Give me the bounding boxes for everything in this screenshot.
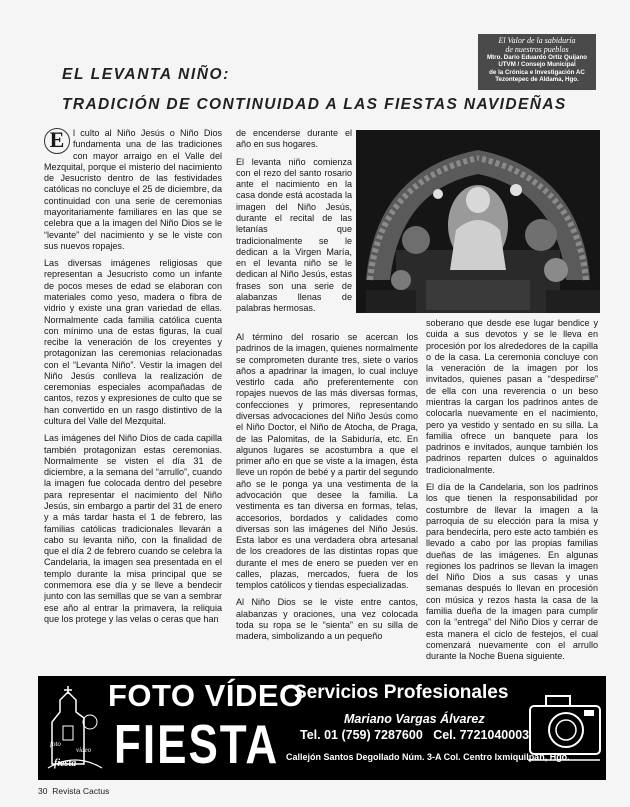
ad-headline-foto-video: FOTO VÍDEO <box>108 678 304 713</box>
page-number: 30 <box>38 786 48 796</box>
ad-headline-fiesta: FIESTA <box>114 714 280 776</box>
paragraph: de encenderse durante el año en sus hogares. <box>236 128 352 150</box>
paragraph: soberano que desde ese lugar bendice y cuida a sus devotos y se le lleva en procesión por los alrededores de la capilla o de la casa. La ceremonia concluye con la veneración de la imagen por los invitados, quienes pasan a “despedirse” de ella con una reverencia o un beso mientras la cargan los padrinos antes de colocarla nuevamente en el nacimiento, pero ya vestido y sentado en su silla. La familia ofrece un banquete para los padrinos e invitados, aunque también los padrinos reparten dulces o aguinaldos tradicionalmente. <box>426 318 598 475</box>
credit-author: Mtro. Darío Eduardo Ortiz Quijano <box>486 54 588 61</box>
credit-series-line2: de nuestros pueblos <box>505 44 569 54</box>
article-title-line2: TRADICIÓN DE CONTINUIDAD A LAS FIESTAS NAVIDEÑAS <box>62 96 567 113</box>
paragraph: Al Niño Dios se le viste entre cantos, alabanzas y oraciones, una vez colocada toda su ropa se le “sienta” en su silla de madera, simbolizando a un pequeño <box>236 597 418 642</box>
ad-cellphone: Cel. 7721040003 <box>433 728 530 742</box>
article-column-2-top <box>236 128 352 332</box>
camera-icon <box>524 680 604 776</box>
nativity-scene-image <box>356 130 600 313</box>
article-column-3 <box>426 318 598 670</box>
page-footer <box>38 786 109 796</box>
paragraph: E l culto al Niño Jesús o Niño Dios fundamenta una de las tradiciones con mayor arraigo en el Valle del Mezquital, porque el misterio del nacimiento de Jesucristo dentro de las festividades católicas no concluye el 25 de diciembre, da continuidad con una serie de ceremonias mayoritariamente familiares en las que se celebra que a la imagen del Niño Dios se le “levante” del nacimiento y se le viste con sus nuevos ropajes. <box>44 128 222 251</box>
logo-word-fiesta: fiesta <box>54 758 77 769</box>
paragraph: El día de la Candelaria, son los padrinos los que tienen la responsabilidad por costumbre de llevar la imagen a la parroquia de su elección para la misa y para bendecirla, pero este acto también es llevado a cabo por las propias familias dueñas de las imágenes. En algunas regiones los padrinos se llevan la imagen del Niño Dios a sus casas y unas semanas después lo llevan en procesión con música y rezos hasta la casa de la familia dueña de la imagen para cumplir con la “entrega” del Niño Dios y cerrar de esta manera el ciclo de festejos, el cual comenzará nuevamente con el arrullo durante la Noche Buena siguiente. <box>426 481 598 662</box>
paragraph: Las imágenes del Niño Dios de cada capilla también protagonizan estas ceremonias. Normalmente se visten el día 31 de diciembre, a la semana del “arrullo”, cuando la imagen fue colocada dentro del pesebre para representar el nacimiento del Niño Jesús, sin embargo a partir del 31 de enero y a más tardar hasta el 1 de febrero, las familias católicas tradicionales llevarán a cabo su levanta niño, con la finalidad de que el día 2 de febrero cuando se celebra la Candelaria, la imagen sea presentada en el templo durante la misa principal que se conmemora ese día y se lleve a bendecir junto con las semillas que se van a sembrar ese año al entrar la primavera, la reliquia que los protege y las velas o ceras que han <box>44 433 222 624</box>
ad-services: Servicios Profesionales <box>294 682 509 703</box>
logo-word-foto: foto <box>50 740 61 748</box>
studio-logo <box>46 682 104 772</box>
article-column-1 <box>44 128 222 671</box>
advertisement-banner <box>38 676 606 780</box>
drop-cap: E <box>44 128 70 154</box>
credit-affiliation: UTVM / Consejo Municipal <box>498 61 576 69</box>
ad-phones <box>300 728 529 742</box>
paragraph: El levanta niño comienza con el rezo del santo rosario ante el nacimiento en la casa donde está acostada la imagen del Niño Jesús, durante el recital de las letanías que tradicionalmente se le dedican a la Virgen María, en el levanta niño se le dedican al Niño Jesús, estas frases son una serie de alabanzas llenas de palabras hermosas. <box>236 156 352 314</box>
paragraph: Las diversas imágenes religiosas que representan a Jesucristo como un infante de pocos meses de edad se elaboran con materiales como yeso, madera o fibra de vidrio y existe una gran variedad de ellas. Normalmente cada familia católica cuenta con mínimo una de estas figuras, la cual recibe la veneración de los creyentes y protagonizan las ceremonias relacionadas con el “Levanta Niño”. Vestir la imagen del Niño Jesús conlleva la realización de ceremonias especiales acompañadas de cantos, rezos y expresiones de culto que se han convertido en un rasgo distintivo de la cultura del Valle del Mezquital. <box>44 258 222 427</box>
credit-location: Tezontepec de Aldama, Hgo. <box>495 76 579 84</box>
credit-series-line1: El Valor de la sabiduría <box>498 36 576 45</box>
logo-word-video: video <box>76 746 92 754</box>
ad-owner-name: Mariano Vargas Álvarez <box>344 712 485 726</box>
nativity-photo <box>356 130 600 313</box>
credit-organization: de la Crónica e Investigación AC <box>489 68 585 76</box>
article-column-2-bottom <box>236 332 418 670</box>
author-credit-box <box>478 34 596 90</box>
ad-address: Callejón Santos Degollado Núm. 3-A Col. Centro Ixmiquilpan, Hgo. <box>286 752 570 762</box>
magazine-name: Revista Cactus <box>52 786 110 796</box>
paragraph: Al término del rosario se acercan los padrinos de la imagen, quienes normalmente se comprometen durante tres, siete o varios años a apadrinar la imagen, lo cual incluye vestirlo cada año preferentemente con ropajes nuevos de las más diversas formas, confecciones y primores, representando diversas advocaciones del Niño Jesús como el Niño Doctor, el Niño de Atocha, de Praga, de las Palomitas, de la Sabiduría, etc. En algunos lugares se acostumbra a que el primer año en que se viste a la imagen, ésta lleve un ropón de bebé y a partir del segundo año se le ponga ya una vestimenta de la advocación que desee la familia. La vestimenta es tan diversa en formas, telas, accesorios, bordados y calidades como diversas son las imágenes del Niño Jesús. Esta labor es una verdadera obra artesanal de los creadores de las distintas ropas que durante el mes de enero se pueden ver en calles, plazas, mercados, fuera de los templos católicos y tiendas especializadas. <box>236 332 418 591</box>
ad-telephone: Tel. 01 (759) 7287600 <box>300 728 423 742</box>
article-title-line1: EL LEVANTA NIÑO: <box>62 66 230 83</box>
